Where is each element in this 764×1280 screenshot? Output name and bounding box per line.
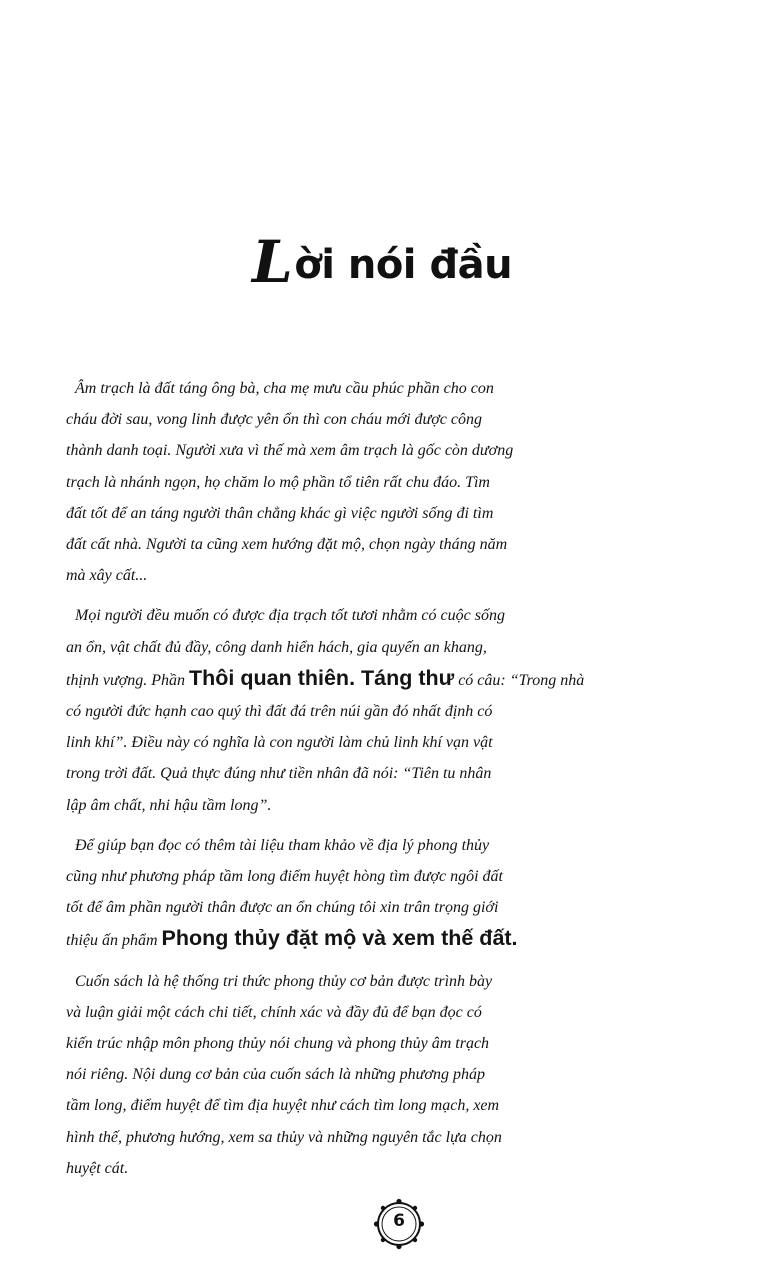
paragraph	[66, 373, 764, 591]
text-segment: có người đức hạnh cao quý thì đất đá trên núi gần đó nhất định có	[66, 703, 493, 721]
text-line	[66, 696, 764, 727]
text-segment: thiệu ấn phẩm	[66, 932, 162, 950]
title-drop-cap: L	[251, 228, 293, 296]
text-segment: Để giúp bạn đọc có thêm tài liệu tham khảo về địa lý phong thủy	[75, 836, 490, 854]
text-segment: hình thế, phương hướng, xem sa thủy và những nguyên tắc lựa chọn	[66, 1128, 502, 1146]
text-segment: kiến trúc nhập môn phong thủy nói chung và phong thủy âm trạch	[66, 1035, 490, 1053]
text-line	[66, 830, 764, 861]
bold-title-text: Thôi quan thiên. Táng thư	[189, 665, 455, 690]
text-segment: tầm long, điểm huyệt để tìm địa huyệt như cách tìm long mạch, xem	[66, 1097, 500, 1115]
text-line	[66, 435, 764, 466]
text-line	[66, 1153, 764, 1184]
text-line	[66, 1028, 764, 1059]
text-segment: thịnh vượng. Phần	[66, 671, 190, 689]
text-line	[66, 1059, 764, 1090]
text-line	[66, 498, 764, 529]
text-segment: Cuốn sách là hệ thống tri thức phong thủy cơ bản được trình bày	[75, 972, 493, 990]
text-segment: Âm trạch là đất táng ông bà, cha mẹ mưu cầu phúc phần cho con	[75, 380, 494, 397]
text-line	[66, 600, 764, 631]
text-segment: trong trời đất. Quả thực đúng như tiền nhân đã nói: “Tiên tu nhân	[66, 765, 492, 783]
text-line	[66, 1090, 764, 1121]
text-segment: nói riêng. Nội dung cơ bản của cuốn sách là những phương pháp	[66, 1066, 485, 1084]
text-line	[66, 1122, 764, 1153]
text-line	[66, 404, 764, 435]
paragraph	[66, 830, 764, 957]
text-segment: cũng như phương pháp tầm long điểm huyệt hòng tìm được ngôi đất	[66, 868, 503, 886]
text-segment: linh khí”. Điều này có nghĩa là con người làm chủ linh khí vạn vật	[66, 734, 493, 752]
text-segment: thành danh toại. Người xưa vì thế mà xem âm trạch là gốc còn dương	[66, 442, 514, 460]
bold-title-text: Phong thủy đặt mộ và xem thế đất.	[161, 926, 518, 951]
text-line	[66, 727, 764, 758]
text-segment: tốt để âm phần người thân được an ổn chúng tôi xin trân trọng giới	[66, 899, 499, 917]
text-line	[66, 923, 764, 956]
text-segment: Mọi người đều muốn có được địa trạch tốt tươi nhằm có cuộc sống	[75, 607, 505, 625]
text-segment: và luận giải một cách chi tiết, chính xác và đầy đủ để bạn đọc có	[66, 1003, 482, 1021]
text-segment: cháu đời sau, vong linh được yên ổn thì con cháu mới được công	[66, 411, 482, 429]
text-line	[66, 632, 764, 663]
text-segment: mà xây cất...	[66, 567, 148, 585]
text-line	[66, 997, 764, 1028]
text-segment: an ổn, vật chất đủ đầy, công danh hiển hách, gia quyến an khang,	[66, 638, 487, 656]
text-line	[66, 467, 764, 498]
text-segment: đất tốt để an táng người thân chẳng khác gì việc người sống đi tìm	[66, 504, 494, 522]
paragraph	[66, 966, 764, 1184]
text-segment: trạch là nhánh ngọn, họ chăm lo mộ phần tổ tiên rất chu đáo. Tìm	[66, 473, 490, 491]
page-number: 6	[393, 1211, 405, 1231]
text-segment: đất cất nhà. Người ta cũng xem hướng đặt mộ, chọn ngày tháng năm	[66, 536, 508, 554]
page-number-badge	[373, 1198, 425, 1250]
text-line	[66, 966, 764, 997]
chapter-title	[0, 228, 764, 296]
text-line	[66, 758, 764, 789]
body-text	[66, 373, 764, 1193]
text-segment: lập âm chất, nhi hậu tầm long”.	[66, 796, 272, 814]
title-text: ời nói đầu	[294, 242, 513, 288]
text-line	[66, 790, 764, 821]
text-segment: có câu: “Trong nhà	[454, 671, 585, 689]
text-line	[66, 861, 764, 892]
text-segment: huyệt cát.	[66, 1159, 129, 1177]
text-line	[66, 373, 764, 404]
paragraph	[66, 600, 764, 820]
text-line	[66, 529, 764, 560]
text-line	[66, 560, 764, 591]
text-line	[66, 663, 764, 696]
text-line	[66, 892, 764, 923]
